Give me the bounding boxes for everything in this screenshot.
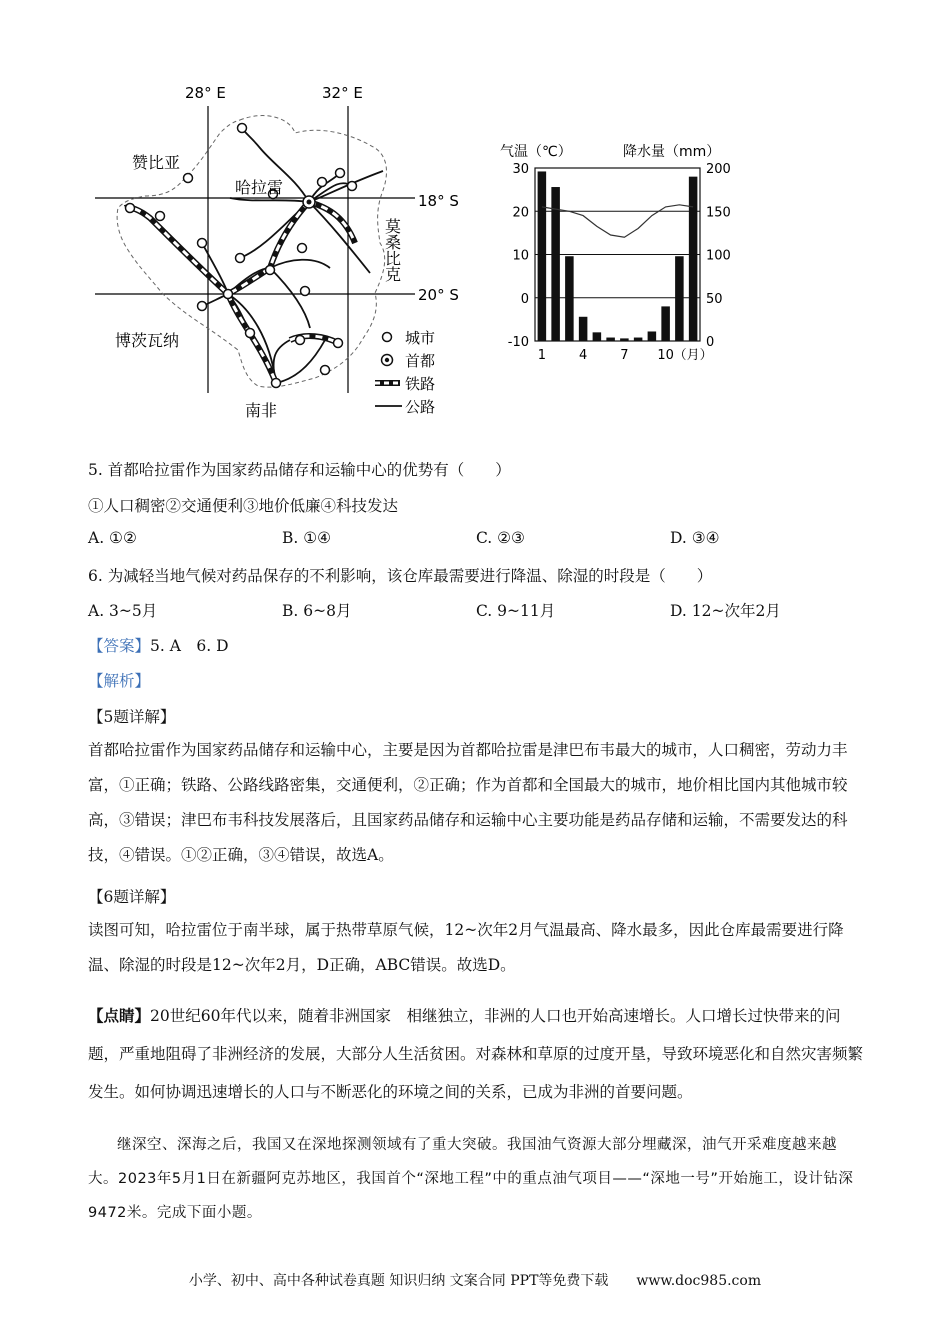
precip-bar bbox=[675, 256, 684, 341]
climate-chart bbox=[495, 138, 745, 378]
zambia-label: 赞比亚 bbox=[132, 153, 181, 172]
temp-axis-label: 气温（℃） bbox=[500, 144, 572, 160]
comment-label: 【点睛】 bbox=[88, 1006, 151, 1025]
month-tick-label: 7 bbox=[620, 348, 629, 363]
temp-tick-label: 20 bbox=[512, 205, 529, 221]
next-passage: 继深空、深海之后，我国又在深地探测领域有了重大突破。我国油气资源大部分埋藏深，油气开采难度越来越大。2023年5月1日在新疆阿克苏地区，我国首个“深地工程”中的重点油气项目——“深地一号”开始施工，设计钻深9472米。完成下面小题。 bbox=[88, 1137, 854, 1221]
precip-bar bbox=[538, 171, 547, 341]
precip-bar bbox=[648, 331, 657, 341]
temp-tick-label: 30 bbox=[512, 162, 529, 177]
capital-marker bbox=[303, 196, 315, 208]
precip-axis-label: 降水量（mm） bbox=[623, 144, 721, 160]
precip-tick-label: 0 bbox=[706, 335, 715, 350]
temp-tick-label: 0 bbox=[520, 291, 529, 307]
legend-railway: 铁路 bbox=[405, 375, 436, 393]
chart-plot bbox=[508, 162, 731, 363]
q6-option-c: C. 9~11月 bbox=[476, 602, 556, 620]
precip-bar bbox=[593, 332, 602, 341]
precip-bar bbox=[689, 177, 698, 341]
south-africa-label: 南非 bbox=[245, 401, 278, 420]
lon-28-label: 28° E bbox=[185, 84, 226, 102]
zimbabwe-map bbox=[90, 78, 480, 423]
precip-tick-label: 50 bbox=[706, 291, 723, 307]
precip-tick-label: 200 bbox=[706, 162, 731, 177]
capital-name-label: 哈拉雷 bbox=[235, 178, 284, 197]
precip-tick-label: 100 bbox=[706, 248, 731, 264]
precip-tick-label: 150 bbox=[706, 205, 731, 221]
precip-bar bbox=[620, 338, 629, 341]
precip-bar bbox=[565, 256, 574, 341]
temp-tick-label: -10 bbox=[507, 335, 529, 350]
precip-bar bbox=[661, 306, 670, 341]
comment-text: 20世纪60年代以来，随着非洲国家 相继独立，非洲的人口也开始高速增长。人口增长过快带来的问题，严重地阻碍了非洲经济的发展，大部分人生活贫困。对森林和草原的过度开垦，导致环境恶化和自然灾害频繁发生。如何协调迅速增长的人口与不断恶化的环境之间的关系，已成为非洲的首要问题。 bbox=[88, 1007, 864, 1101]
mozambique-label: 莫桑比克 bbox=[382, 218, 402, 282]
q5-option-c: C. ②③ bbox=[476, 529, 525, 547]
temperature-line bbox=[542, 205, 693, 237]
q6-stem: 6. 为减轻当地气候对药品保存的不利影响，该仓库最需要进行降温、除湿的时段是（ ） bbox=[88, 567, 713, 585]
precip-bar bbox=[579, 317, 588, 341]
q5-analysis-text: 首都哈拉雷作为国家药品储存和运输中心，主要是因为首都哈拉雷是津巴布韦最大的城市，人口稠密，劳动力丰富，①正确；铁路、公路线路密集，交通便利，②正确；作为首都和全国最大的城市，地价相比国内其他城市较高，③错误；津巴布韦科技发展落后，且国家药品储存和运输中心主要功能是药品存储和运输，不需要发达的科技，④错误。①②正确，③④错误，故选A。 bbox=[88, 741, 848, 864]
month-tick-label: 1 bbox=[537, 348, 547, 363]
map-legend bbox=[375, 329, 435, 416]
precip-bar bbox=[634, 338, 643, 341]
page-footer: 小学、初中、高中各种试卷真题 知识归纳 文案合同 PPT等免费下载 www.doc985.com bbox=[188, 1273, 762, 1289]
answer-line bbox=[88, 634, 229, 656]
legend-city: 城市 bbox=[405, 329, 436, 347]
q6-analysis-text: 读图可知，哈拉雷位于南半球，属于热带草原气候，12~次年2月气温最高、降水最多，因此仓库最需要进行降温、除湿的时段是12~次年2月，D正确，ABC错误。故选D。 bbox=[88, 921, 844, 974]
q5-analysis-heading: 【5题详解】 bbox=[88, 708, 176, 726]
q5-stem: 5. 首都哈拉雷作为国家药品储存和运输中心的优势有（ ） bbox=[88, 461, 511, 479]
lon-32-label: 32° E bbox=[322, 84, 363, 102]
botswana-label: 博茨瓦纳 bbox=[115, 331, 180, 350]
answer-text: 5. A 6. D bbox=[150, 637, 229, 655]
legend-capital: 首都 bbox=[405, 352, 436, 370]
month-tick-label: 4 bbox=[578, 348, 588, 363]
legend-road: 公路 bbox=[405, 398, 436, 416]
q5-items: ①人口稠密②交通便利③地价低廉④科技发达 bbox=[88, 497, 399, 515]
comment-block bbox=[88, 997, 863, 1111]
month-unit-label: （月） bbox=[673, 348, 713, 363]
lat-18-label: 18° S bbox=[418, 192, 459, 210]
q6-option-d: D. 12~次年2月 bbox=[670, 602, 781, 620]
precip-bar bbox=[606, 338, 615, 341]
q6-option-b: B. 6~8月 bbox=[282, 602, 352, 620]
q6-option-a: A. 3~5月 bbox=[88, 602, 158, 620]
q6-analysis-heading: 【6题详解】 bbox=[88, 888, 176, 906]
q5-option-b: B. ①④ bbox=[282, 529, 332, 547]
answer-label: 【答案】 bbox=[88, 637, 151, 655]
month-tick-label: 10 bbox=[657, 348, 674, 363]
q5-option-d: D. ③④ bbox=[670, 529, 720, 547]
roads bbox=[202, 128, 383, 383]
temp-tick-label: 10 bbox=[512, 248, 529, 264]
lat-20-label: 20° S bbox=[418, 286, 459, 304]
q5-option-a: A. ①② bbox=[88, 529, 137, 547]
analysis-label: 【解析】 bbox=[88, 672, 151, 690]
